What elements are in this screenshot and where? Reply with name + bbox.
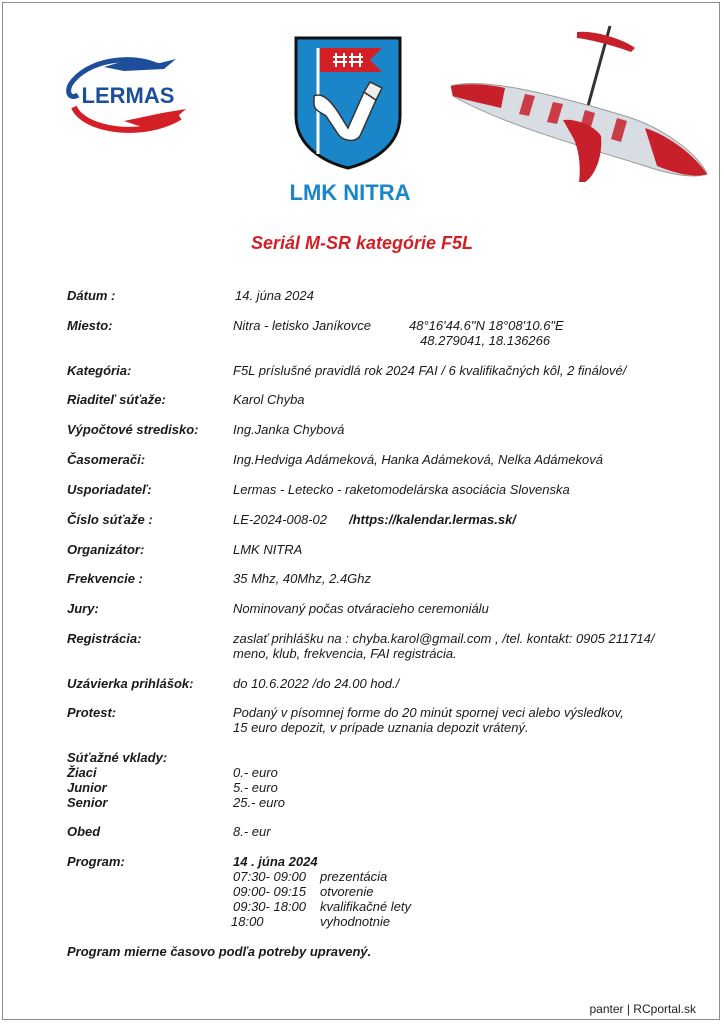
kategoria-label: Kategória: bbox=[67, 363, 132, 378]
program-time: 18:00 bbox=[231, 914, 264, 929]
registracia-label: Registrácia: bbox=[67, 631, 142, 646]
casomeraci-value: Ing.Hedviga Adámeková, Hanka Adámeková, Nelka Adámeková bbox=[233, 452, 603, 467]
jury-value: Nominovaný počas otváracieho ceremoniálu bbox=[233, 601, 489, 616]
org-name: LMK NITRA bbox=[289, 180, 411, 205]
organizator-value: LMK NITRA bbox=[233, 542, 303, 557]
protest-line2: 15 euro depozit, v prípade uznania depozit vrátený. bbox=[233, 720, 529, 735]
frekvencie-label: Frekvencie : bbox=[67, 571, 143, 586]
program-text: kvalifikačné lety bbox=[320, 899, 412, 914]
usporiadatel-label: Usporiadateľ: bbox=[67, 482, 152, 497]
vklady-senior-label: Senior bbox=[67, 795, 108, 810]
usporiadatel-value: Lermas - Letecko - raketomodelárska asociácia Slovenska bbox=[233, 482, 570, 497]
program-date: 14 . júna 2024 bbox=[233, 854, 318, 869]
riaditel-label: Riaditeľ súťaže: bbox=[67, 392, 166, 407]
lermas-logo-text: LERMAS bbox=[81, 83, 175, 108]
vklady-ziaci-label: Žiaci bbox=[67, 765, 97, 780]
protest-line1: Podaný v písomnej forme do 20 minút spornej veci alebo výsledkov, bbox=[233, 705, 624, 720]
vklady-junior-value: 5.- euro bbox=[233, 780, 278, 795]
uzavierka-value: do 10.6.2022 /do 24.00 hod./ bbox=[233, 676, 400, 691]
vklady-label: Súťažné vklady: bbox=[67, 750, 168, 765]
registracia-line1: zaslať prihlášku na : chyba.karol@gmail.com , /tel. kontakt: 0905 211714/ bbox=[233, 631, 655, 646]
datum-value: 14. júna 2024 bbox=[235, 288, 314, 303]
kategoria-value: F5L príslušné pravidlá rok 2024 FAI / 6 kvalifikačných kôl, 2 finálové/ bbox=[233, 363, 627, 378]
vypoctove-value: Ing.Janka Chybová bbox=[233, 422, 345, 437]
program-time: 09:00- 09:15 bbox=[233, 884, 307, 899]
program-time: 09:30- 18:00 bbox=[233, 899, 307, 914]
program-text: vyhodnotnie bbox=[320, 914, 391, 929]
vklady-ziaci-value: 0.- euro bbox=[233, 765, 278, 780]
event-title: Seriál M-SR kategórie F5L bbox=[250, 233, 474, 253]
cislo-label: Číslo súťaže : bbox=[67, 512, 153, 527]
lermas-logo bbox=[64, 55, 194, 137]
program-text: otvorenie bbox=[320, 884, 374, 899]
glider-image bbox=[445, 16, 713, 188]
miesto-coords-dec: 48.279041, 18.136266 bbox=[420, 333, 551, 348]
uzavierka-label: Uzávierka prihlášok: bbox=[67, 676, 194, 691]
program-label: Program: bbox=[67, 854, 125, 869]
cislo-value: LE-2024-008-02 bbox=[233, 512, 327, 527]
miesto-label: Miesto: bbox=[67, 318, 113, 333]
jury-label: Jury: bbox=[67, 601, 99, 616]
miesto-coords-dms: 48°16'44.6"N 18°08'10.6"E bbox=[409, 318, 564, 333]
miesto-value: Nitra - letisko Janíkovce bbox=[233, 318, 371, 333]
program-time: 07:30- 09:00 bbox=[233, 869, 307, 884]
organizator-label: Organizátor: bbox=[67, 542, 145, 557]
datum-label: Dátum : bbox=[67, 288, 116, 303]
frekvencie-value: 35 Mhz, 40Mhz, 2.4Ghz bbox=[233, 571, 372, 586]
vypoctove-label: Výpočtové stredisko: bbox=[67, 422, 199, 437]
program-note: Program mierne časovo podľa potreby upravený. bbox=[67, 944, 372, 959]
calendar-link[interactable]: /https://kalendar.lermas.sk/ bbox=[349, 512, 516, 527]
casomeraci-label: Časomerači: bbox=[67, 452, 146, 467]
obed-label: Obed bbox=[67, 824, 101, 839]
vklady-junior-label: Junior bbox=[67, 780, 107, 795]
footer-credit: panter | RCportal.sk bbox=[589, 1002, 696, 1016]
obed-value: 8.- eur bbox=[233, 824, 271, 839]
lmk-nitra-shield-icon bbox=[292, 36, 404, 170]
program-text: prezentácia bbox=[320, 869, 388, 884]
vklady-senior-value: 25.- euro bbox=[233, 795, 286, 810]
protest-label: Protest: bbox=[67, 705, 117, 720]
riaditel-value: Karol Chyba bbox=[233, 392, 305, 407]
registracia-line2: meno, klub, frekvencia, FAI registrácia. bbox=[233, 646, 457, 661]
